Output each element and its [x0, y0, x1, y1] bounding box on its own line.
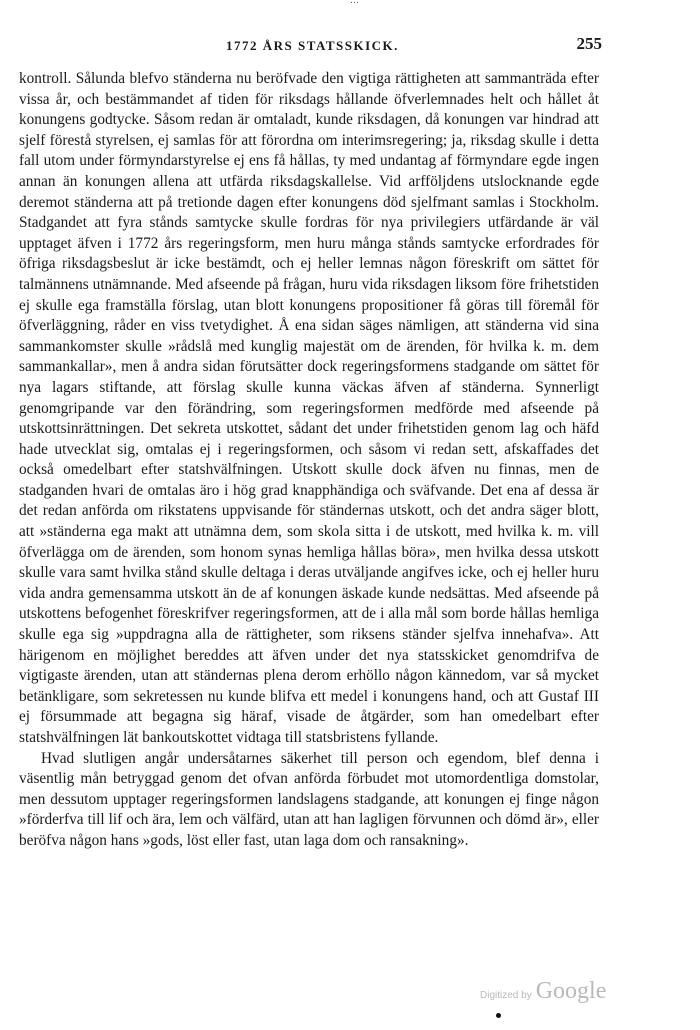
ink-dot	[496, 1013, 501, 1018]
watermark-google-text: Google	[535, 978, 607, 1004]
digitized-by-google-watermark	[480, 978, 606, 1005]
paragraph: kontroll. Sålunda blefvo ständerna nu beröfvade den vigtiga rättigheten att sammanträda efter vissa år, och bestämmandet af tiden för riksdags hållande öfverlemnades helt och hållet åt konungens godtycke. Såsom redan är omtaladt, kunde riksdagen, då konungen var hindrad att sjelf förestå styrelsen, ej samlas för att förordna om interimsregering; ja, riksdag skulle i detta fall utom under förmyndarstyrelse ej ens få hållas, ty med undantag af förmyndare egde ingen annan än konungen allena att utfärda riksdagskallelse. Vid arfföljdens utslocknande egde deremot ständerna att på tretionde dagen efter konungens död sjelfmant samlas i Stockholm. Stadgandet att fyra stånds samtycke skulle fordras för nya privilegiers utfärdande är väl upptaget äfven i 1772 års regeringsform, men huru många stånds samtycke erfordrades för öfriga riksdagsbeslut är icke bestämdt, och ej heller lemnas någon föreskrift om sättet för talmännens utnämnande. Med afseende på frågan, huru vida riksdagen liksom före frihetstiden ej skulle ega framställa förslag, utan blott konungens propositioner få göras till föremål för öfverläggning, råder en viss tvetydighet. Å ena sidan säges nämligen, att ständerna vid sina sammankomster skulle »rådslå med kunglig majestät om de ärenden, för hvilka k. m. dem sammankallar», men å andra sidan förutsätter dock regeringsformens stadgande om sättet för nya lagars stiftande, att förslag skulle kunna väckas äfven af ständerna. Synnerligt genomgripande var den förändring, som regeringsformen medförde med afseende på utskottsinrättningen. Det sekreta utskottet, sådant det under frihetstiden genom lag och häfd hade utvecklat sig, omtalas ej i regeringsformen, och såsom vi redan sett, afskaffades det också omedelbart efter statshvälfningen. Utskott skulle dock äfven nu finnas, men de stadganden hvari de omtalas äro i hög grad knapphändiga och sväfvande. Det ena af dessa är det redan anförda om rikstatens uppvisande för ständernas utskott, och det andra säger blott, att »ständerna ega makt att utnämna dem, som skola sitta i de utskott, med hvilka k. m. vill öfverlägga om de ärenden, som honom synas hemliga hållas böra», men hvilka dessa utskott skulle vara samt hvilka stånd skulle deltaga i deras utväljande angifves icke, och ej heller huru vida andra gemensamma utskott än de af konungen äskade kunde nedsättas. Med afseende på utskottens befogenhet föreskrifver regeringsformen, att de i alla mål som borde hållas hemliga skulle ega sig »uppdragna alla de rättigheter, som riksens ständer sjelfva innehafva». Att härigenom en möjlighet bereddes att äfven under det nya statsskicket genomdrifva de vigtigaste ärenden, utan att ständernas plena derom erhöllo någon kännedom, var så mycket betänkligare, som sekretessen nu kunde blifva ett medel i konungens hand, och att Gustaf III ej försummade att begagna sig häraf, visade de åtgärder, som han omedelbart efter statshvälfningen lät bankoutskottet vidtaga till statsbristens fyllande.	[19, 70, 599, 746]
body-text	[19, 69, 599, 852]
top-mark: …	[350, 0, 359, 6]
running-head: 1772 ÅRS STATSSKICK.	[226, 38, 399, 53]
watermark-small-text: Digitized by	[480, 990, 532, 1001]
page-number: 255	[576, 34, 602, 53]
paragraph: Hvad slutligen angår undersåtarnes säkerhet till person och egendom, blef denna i väsentlig mån betryggad genom det ofvan anförda förbudet mot utomordentliga domstolar, men dessutom upptager regeringsformen landslagens stadgande, att konungen ej finge någon »förderfva till lif och ära, lem och välfärd, utan att han lagligen förvunnen och dömd är», eller beröfva någon hans »gods, löst eller fast, utan laga dom och ransakning».	[19, 749, 599, 849]
